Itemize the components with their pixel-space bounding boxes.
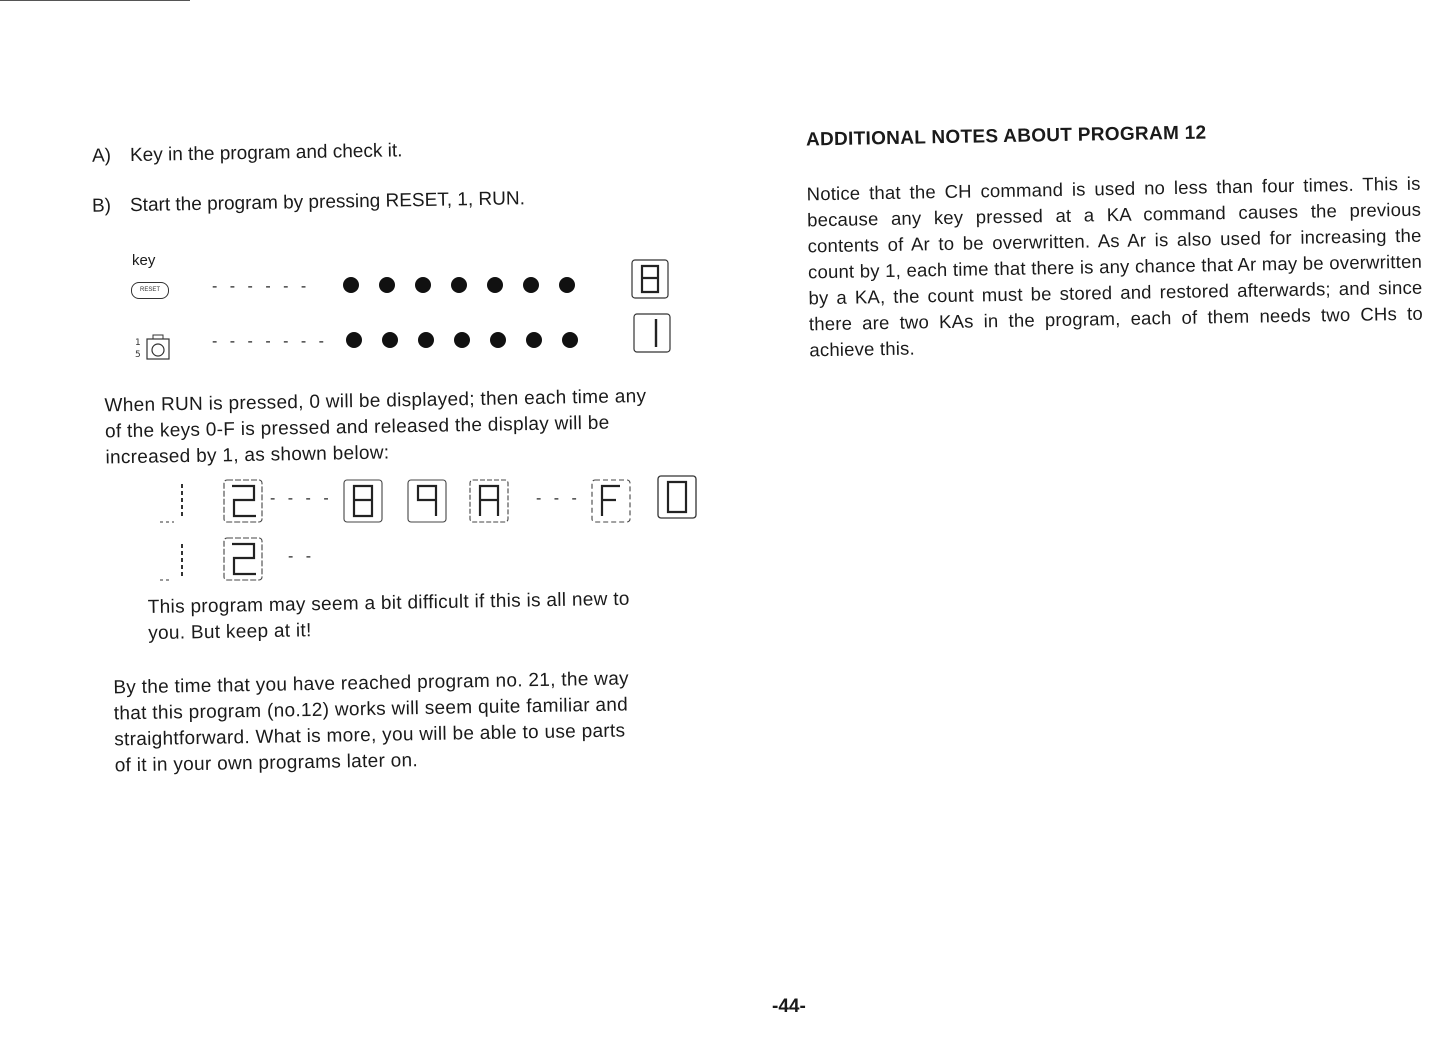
led-dot [454,332,470,348]
step-b-text: Start the program by pressing RESET, 1, RUN. [129,188,526,217]
top-edge-rule [0,0,190,1]
led-dot [379,277,395,293]
led-dot [346,332,362,348]
sequence-digit-f [590,478,632,529]
key-column-label: key [132,252,156,269]
sequence-digit-1 [158,478,198,531]
led-dot [343,277,359,293]
difficulty-note-line: you. But keep at it! [148,620,312,645]
sequence-digit-8 [342,478,384,529]
row2-dash-leader: - - - - - - - [212,333,328,350]
difficulty-note [148,585,729,647]
led-dot [382,332,398,348]
step-a-text: Key in the program and check it. [129,140,403,167]
row2-led-dots [346,332,578,348]
closing-paragraph [113,665,735,780]
run-paragraph-line: increased by 1, as shown below: [105,442,390,469]
sequence-digit-9 [406,478,448,529]
led-dot [523,277,539,293]
step-b-mark: B) [91,195,112,217]
closing-paragraph-line: straightforward. What is more, you will be able to use parts [114,720,626,751]
reset-key-icon [131,282,169,299]
run-paragraph-line: of the keys 0-F is pressed and released the display will be [104,412,610,443]
led-dot [526,332,542,348]
number-one-key-icon [134,333,172,361]
led-dot [415,277,431,293]
svg-text:5: 5 [135,350,141,360]
display-digit-1 [632,312,672,354]
step-b [92,188,525,218]
led-dot [562,332,578,348]
display-digit-8 [630,258,670,300]
sequence-digit-0 [656,474,698,525]
section-heading: ADDITIONAL NOTES ABOUT PROGRAM 12 [805,122,1207,151]
sequence-digit-a [468,478,510,529]
sequence-row2-trailing-dashes: - - [288,548,316,565]
step-a [92,140,403,167]
led-dot [559,277,575,293]
additional-notes-paragraph: Notice that the CH command is used no less than four times. This is because any key pressed at a KA command causes the previous contents of Ar to be overwritten. As Ar is also used for increasing the count by 1, each time that there is any chance that Ar may be overwritten by a KA, the count must be stored and restored afterwards; and since there are two KAs in the program, each of them needs two CHs to achieve this. [806,172,1424,361]
row1-led-dots [343,277,575,293]
closing-paragraph-line: that this program (no.12) works will seem quite familiar and [113,694,629,725]
difficulty-note-line: This program may seem a bit difficult if this is all new to [147,588,630,619]
led-dot [418,332,434,348]
row1-dash-leader: - - - - - - [212,278,311,295]
reset-key-label: RESET [139,287,160,293]
run-paragraph [104,383,725,472]
sequence-row2-digit-2 [222,536,266,587]
closing-paragraph-line: By the time that you have reached program no. 21, the way [113,668,630,699]
sequence-digit-2 [222,478,266,529]
sequence-gap-dashes: - - - - [270,490,333,507]
run-paragraph-line: When RUN is pressed, 0 will be displayed; then each time any [104,385,647,417]
svg-text:1: 1 [135,338,141,348]
page-number: -44- [772,996,806,1017]
led-dot [490,332,506,348]
step-a-mark: A) [91,145,112,167]
closing-paragraph-line: of it in your own programs later on. [114,750,419,777]
led-dot [487,277,503,293]
sequence-row2-digit-1 [158,538,198,591]
sequence-gap-dashes: - - - [536,490,581,507]
led-dot [451,277,467,293]
